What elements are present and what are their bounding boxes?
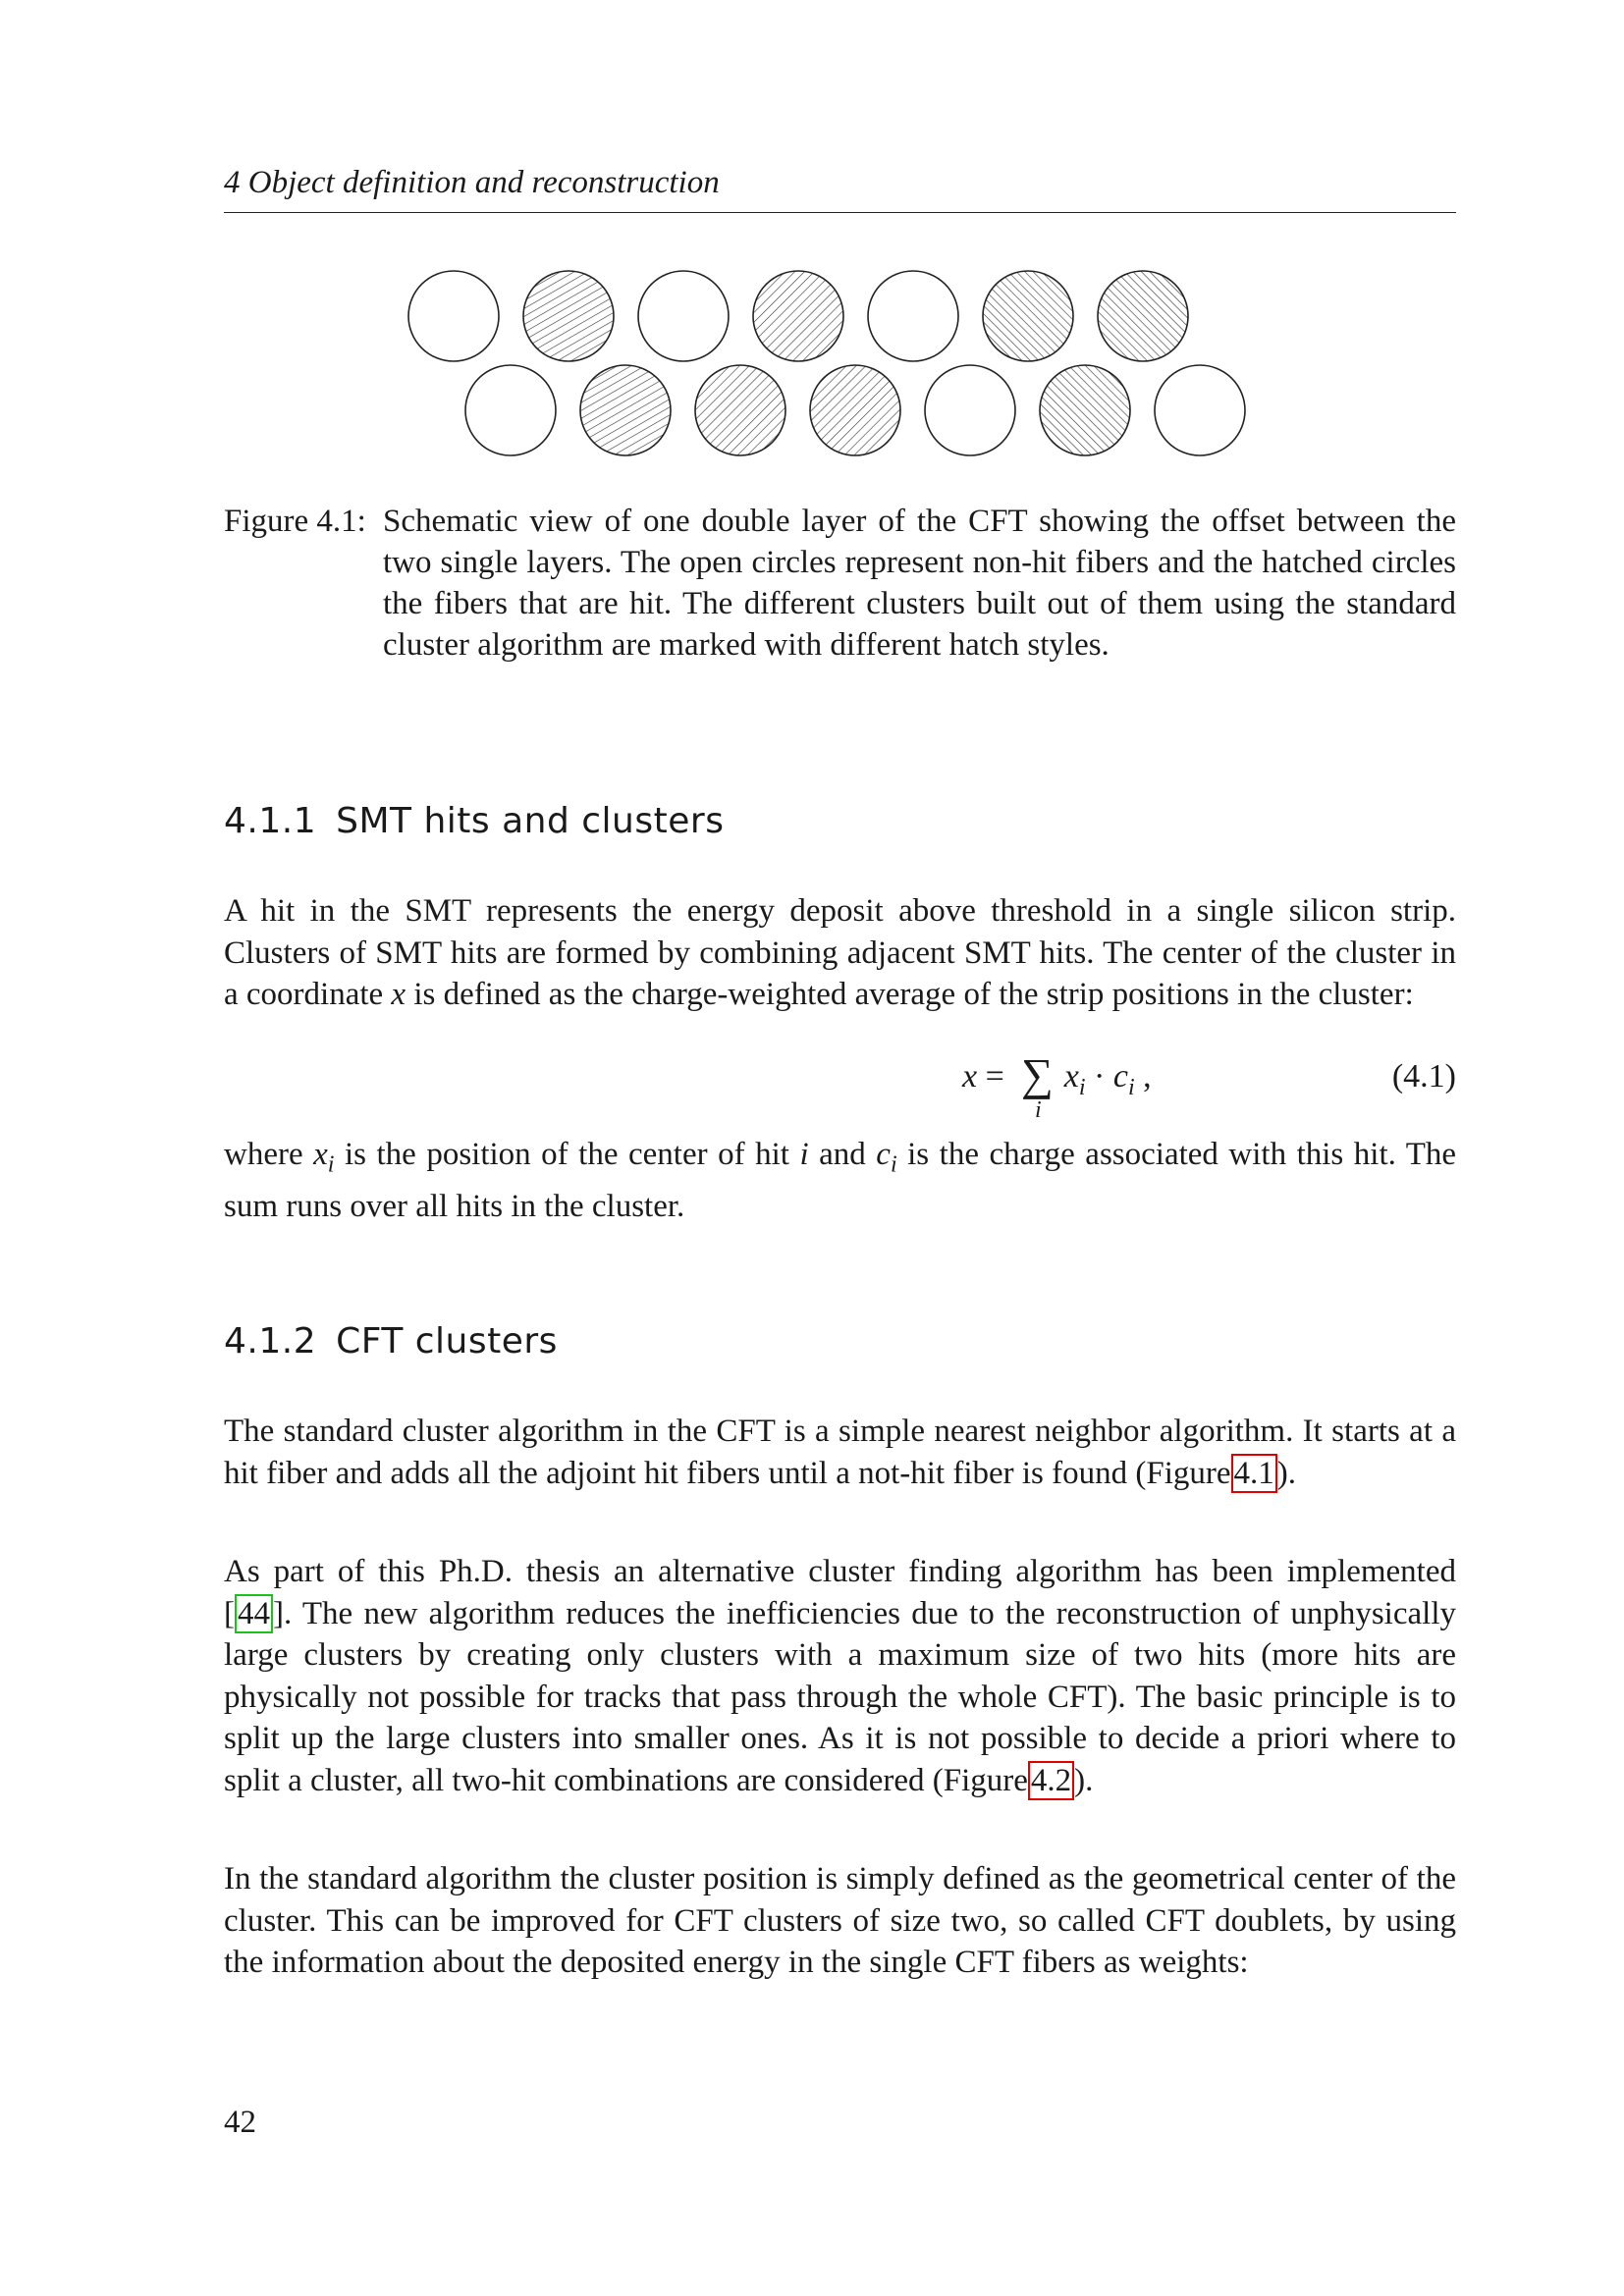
figure-ref-link[interactable]: 4.2	[1028, 1761, 1074, 1800]
eq-term-c: c	[1112, 1058, 1128, 1095]
fiber-not-hit	[638, 271, 729, 361]
fiber-hit-hatch-a	[580, 365, 671, 455]
eq-sum-index: i	[1035, 1097, 1042, 1123]
citation-link[interactable]: 44	[235, 1594, 273, 1633]
fiber-not-hit	[465, 365, 556, 455]
paragraph-smt-1	[224, 890, 1456, 1016]
math-var: x	[391, 977, 406, 1012]
text: ).	[1074, 1762, 1094, 1798]
fiber-hit-hatch-c	[1040, 365, 1130, 455]
section-number: 4.1.1	[224, 801, 317, 841]
fiber-bottom-row	[465, 365, 1245, 455]
figure-caption-text: Schematic view of one double layer of the CFT showing the offset between the two single layers. The open circles represent non-hit fibers and the hatched circles the fibers that are hit. The different clusters built out of them using the standard cluster algorithm are marked with different hatch styles.	[383, 504, 1456, 663]
eq-sub: i	[1078, 1074, 1086, 1100]
eq-comma: ,	[1143, 1058, 1152, 1095]
paragraph-cft-1	[224, 1411, 1456, 1494]
text: As part of this Ph.D. thesis an alternative cluster finding algorithm has been implemented [	[224, 1554, 1456, 1631]
running-head: 4 Object definition and reconstruction	[224, 165, 720, 200]
text: is the position of the center of hit	[344, 1137, 789, 1172]
eq-equals: =	[985, 1058, 1004, 1095]
eq-term-x: x	[1063, 1058, 1079, 1095]
fiber-not-hit	[1155, 365, 1245, 455]
figure-label: Figure 4.1:	[224, 504, 366, 539]
fiber-not-hit	[868, 271, 958, 361]
fiber-hit-hatch-c	[983, 271, 1073, 361]
paragraph-cft-3	[224, 1858, 1456, 1984]
text: In the standard algorithm the cluster position is simply defined as the geometrical center of the cluster. This can be improved for CFT clusters of size two, so called CFT doublets, by using the information about the deposited energy in the single CFT fibers as weights:	[224, 1861, 1456, 1980]
eq-sum-symbol: ∑	[1021, 1049, 1054, 1099]
text: where	[224, 1137, 303, 1172]
math-var: c	[876, 1137, 891, 1172]
section-title: CFT clusters	[336, 1321, 558, 1362]
fiber-hit-hatch-b	[810, 365, 900, 455]
math-sub: i	[890, 1151, 897, 1178]
section-heading-smt	[224, 800, 1456, 843]
section-title: SMT hits and clusters	[336, 801, 725, 841]
math-sub: i	[327, 1151, 335, 1178]
section-heading-cft	[224, 1320, 1456, 1363]
eq-lhs: x	[962, 1058, 978, 1095]
fiber-not-hit	[408, 271, 499, 361]
text: The standard cluster algorithm in the CFT is a simple nearest neighbor algorithm. It starts at a hit fiber and adds all the adjoint hit fibers until a not-hit fiber is found (Figure	[224, 1414, 1456, 1491]
fiber-top-row	[408, 271, 1188, 361]
text: and	[819, 1137, 866, 1172]
fiber-not-hit	[925, 365, 1015, 455]
fiber-hit-hatch-b	[695, 365, 785, 455]
figure-caption	[224, 501, 1456, 666]
page-number: 42	[224, 2105, 256, 2140]
fiber-hit-hatch-b	[753, 271, 843, 361]
math-var: x	[313, 1137, 328, 1172]
text: is defined as the charge-weighted average of the strip positions in the cluster:	[413, 977, 1414, 1012]
eq-dot: ·	[1094, 1058, 1106, 1095]
figure-ref-link[interactable]: 4.1	[1231, 1454, 1277, 1493]
text: A hit in the SMT represents the energy deposit above threshold in a single silicon strip. Clusters of SMT hits are formed by combining adjacent SMT hits. The center of the cluster in a coordinate	[224, 893, 1456, 1012]
equation-number: (4.1)	[1391, 1058, 1456, 1095]
equation-body	[962, 1058, 1152, 1101]
fiber-hit-hatch-c	[1098, 271, 1188, 361]
text: is the charge associated with this hit. The sum runs over all hits in the cluster.	[224, 1137, 1457, 1225]
figure-fiber-layers	[393, 265, 1296, 471]
paragraph-smt-2	[224, 1134, 1456, 1228]
paragraph-cft-2	[224, 1551, 1456, 1801]
eq-sub: i	[1127, 1074, 1135, 1100]
equation-4-1	[224, 1050, 1456, 1129]
section-number: 4.1.2	[224, 1321, 317, 1362]
text: ).	[1276, 1455, 1297, 1491]
fiber-hit-hatch-a	[523, 271, 614, 361]
header-rule	[224, 212, 1456, 213]
math-var: i	[799, 1137, 809, 1172]
text: ]. The new algorithm reduces the inefficiencies due to the reconstruction of unphysically large clusters by creating only clusters with a maximum size of two hits (more hits are physically not possible for tracks that pass through the whole CFT). The basic principle is to split up the large clusters into smaller ones. As it is not possible to decide a priori where to split a cluster, all two-hit combinations are considered (Figure	[224, 1595, 1456, 1798]
